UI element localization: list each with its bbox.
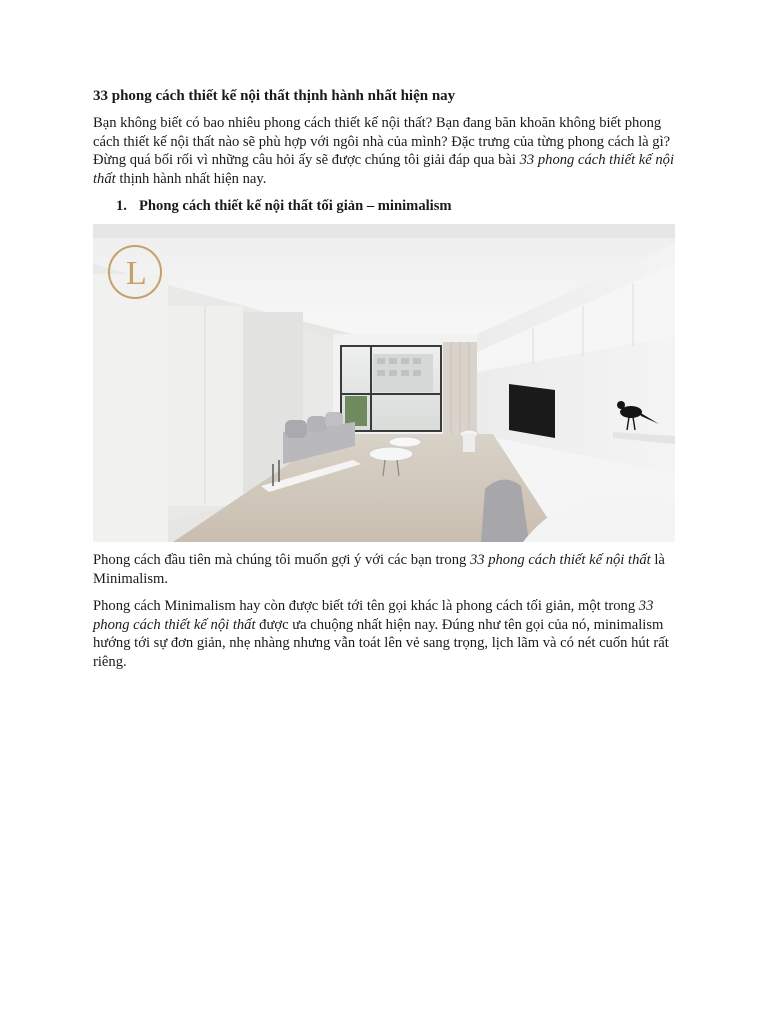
section-number: 1. (116, 198, 127, 214)
logo-letter: L (126, 255, 147, 292)
minimalist-living-room-photo (93, 224, 675, 542)
paragraph-2 (93, 551, 678, 588)
intro-text-2: thịnh hành nhất hiện nay. (115, 170, 267, 187)
intro-text-1: Bạn không biết có bao nhiêu phong cách thiết kế nội thất? Bạn đang băn khoăn không biết phong cách thiết kế nội thất nào sẽ phù hợp với ngôi nhà của mình? Đặc trưng của từng phong cách là gì? Đừng quá bối rối vì những câu hỏi ấy sẽ được chúng tôi giải đáp qua bài (93, 115, 671, 169)
room-illustration (93, 224, 675, 542)
paragraph-3 (93, 597, 678, 671)
p2-italic: 33 phong cách thiết kế nội thất (469, 552, 651, 568)
p3-text-2: được ưa chuộng nhất hiện nay. Đúng như tên gọi của nó, minimalism hướng tới sự đơn giản, nhẹ nhàng nhưng vẫn toát lên vẻ sang trọng, lịch lãm và có nét cuốn hút rất riêng. (93, 616, 669, 670)
section-heading-text: Phong cách thiết kế nội thất tối giản – minimalism (139, 198, 452, 214)
p2-text-2: là Minimalism. (93, 552, 665, 587)
intro-paragraph (93, 114, 678, 188)
section-heading-minimalism (116, 197, 676, 215)
p3-text-1: Phong cách Minimalism hay còn được biết tới tên gọi khác là phong cách tối giản, một trong (93, 598, 639, 614)
document-title: 33 phong cách thiết kế nội thất thịnh hành nhất hiện nay (93, 88, 456, 104)
p2-text-1: Phong cách đầu tiên mà chúng tôi muốn gợi ý với các bạn trong (93, 552, 470, 568)
p3-italic: 33 phong cách thiết kế nội thất (93, 598, 654, 633)
intro-italic-link: 33 phong cách thiết kế nội thất (93, 152, 675, 187)
